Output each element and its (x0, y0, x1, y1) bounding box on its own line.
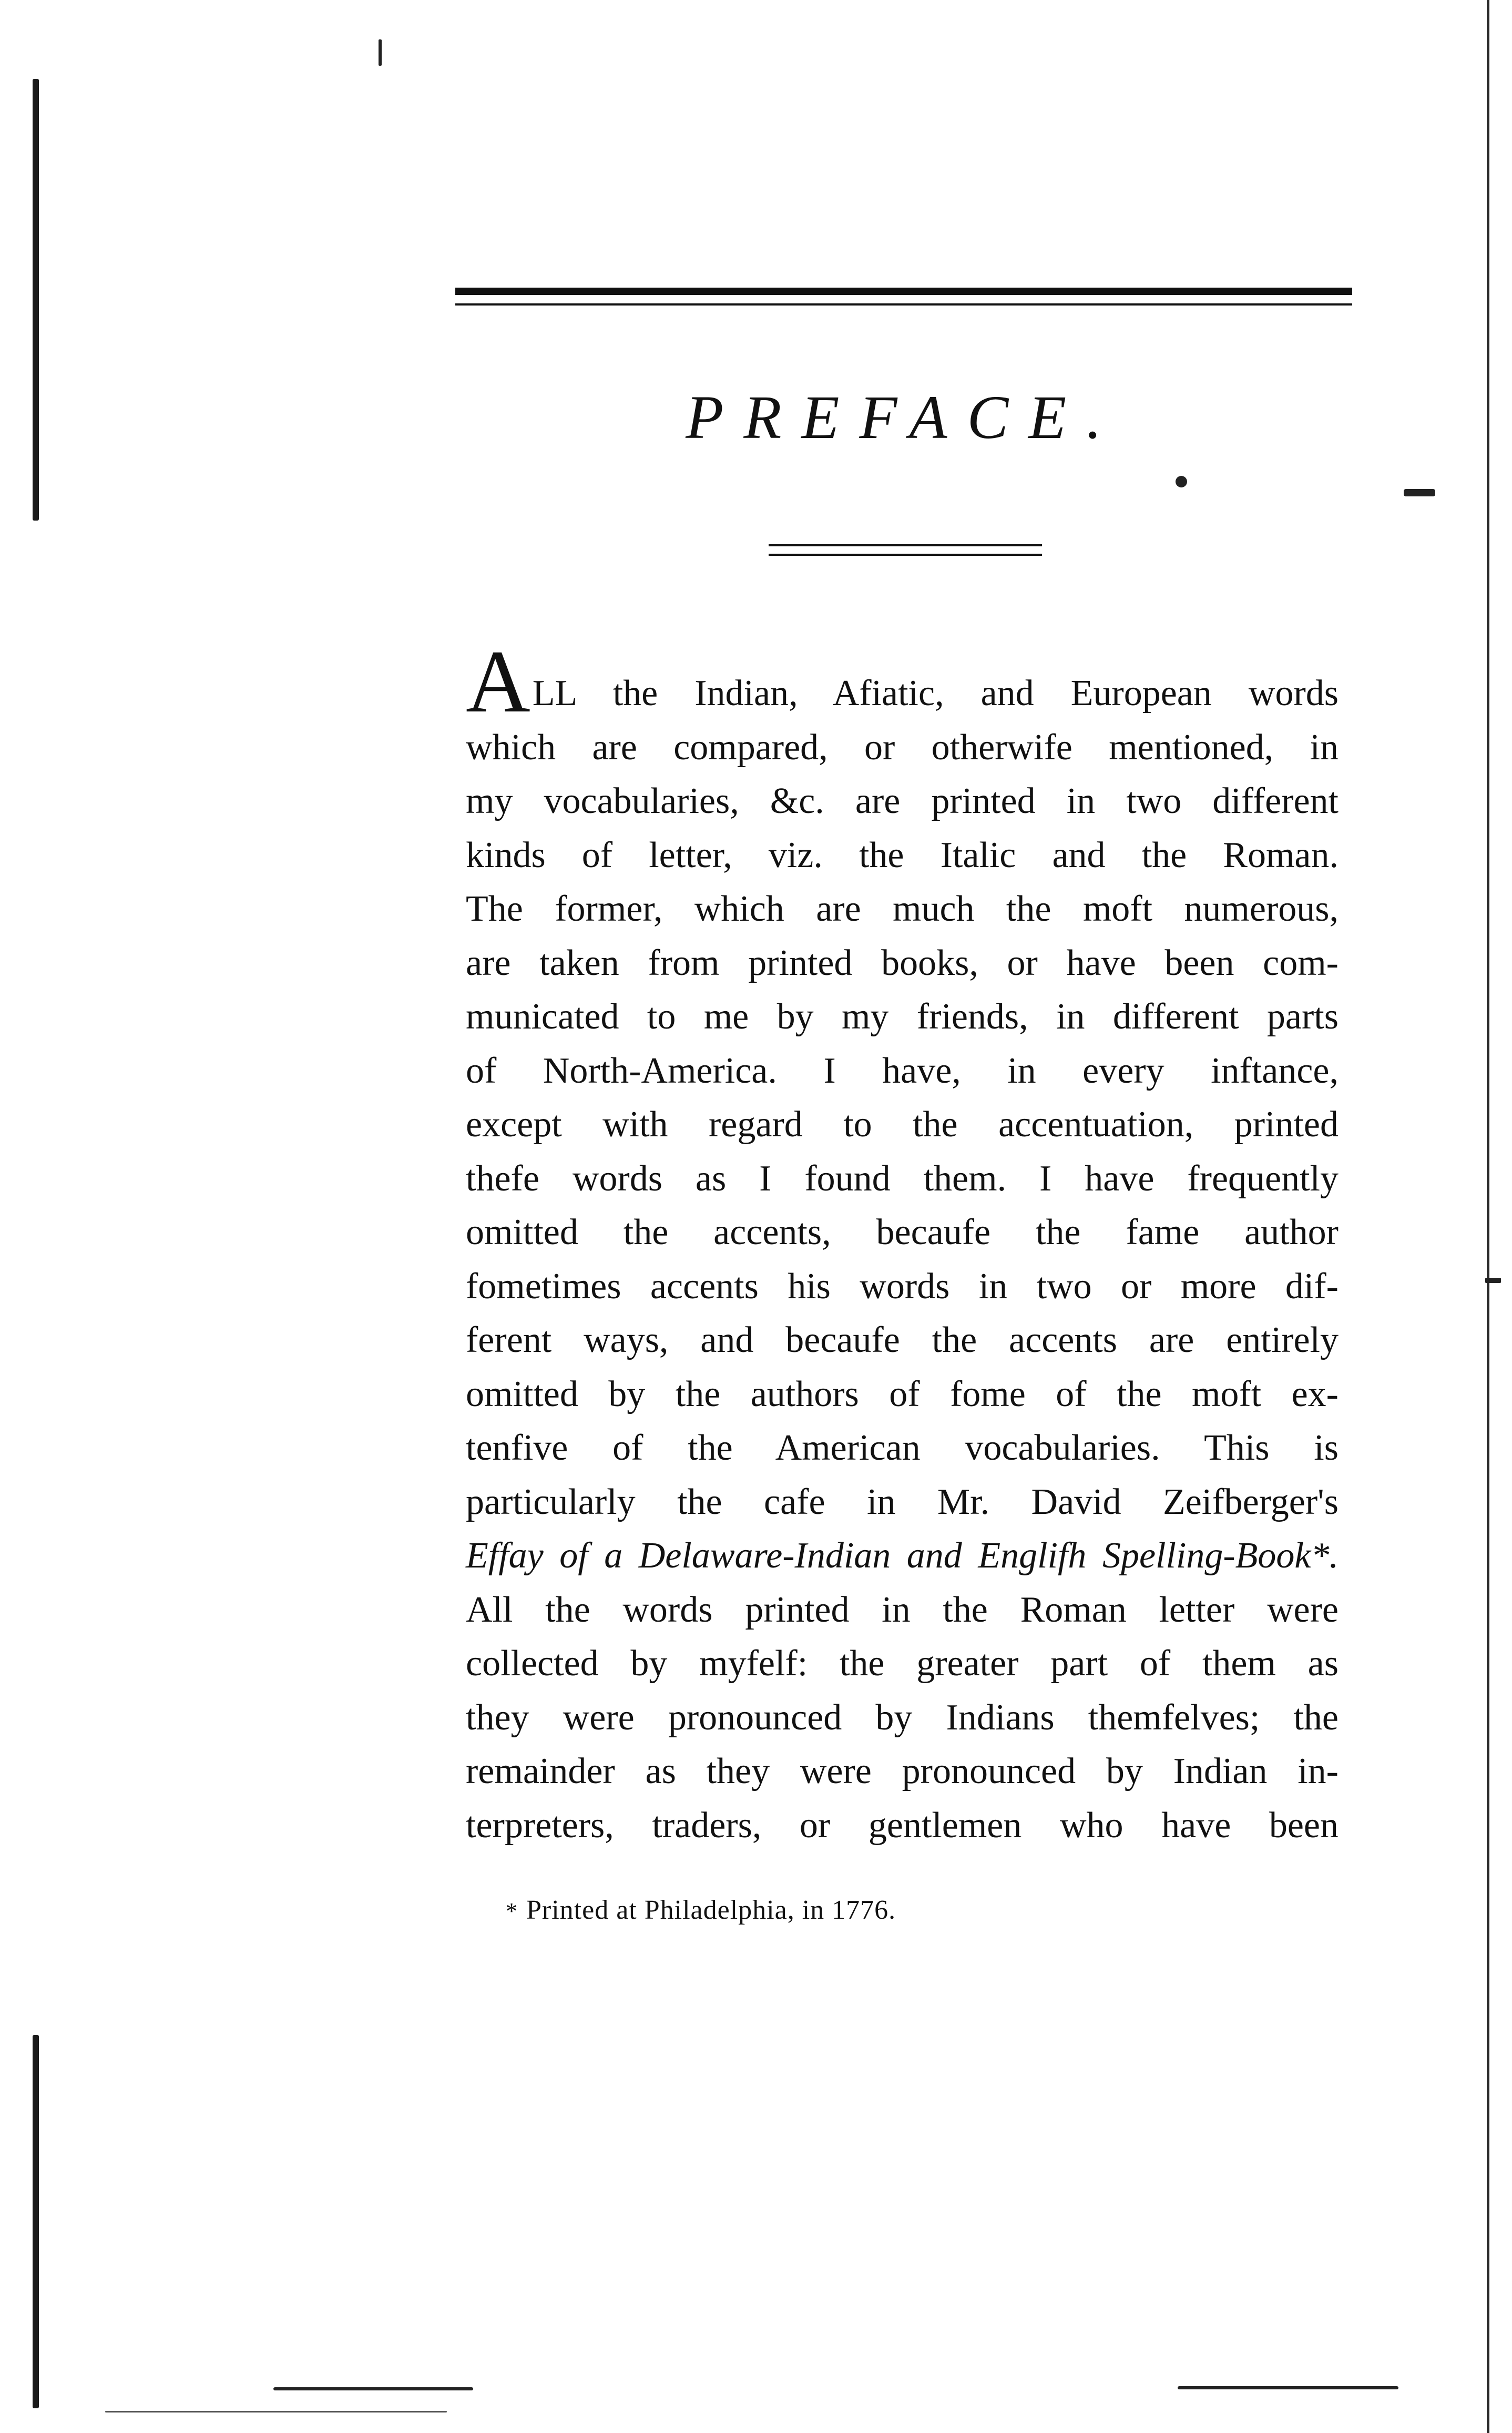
scan-speck (1485, 1278, 1501, 1283)
body-line: omitted the accents, becaufe the fame author (466, 1212, 1339, 1253)
heading-rule-upper (769, 544, 1042, 546)
body-line: are taken from printed books, or have been com- (466, 942, 1339, 983)
footnote-text: Printed at Philadelphia, in 1776. (526, 1895, 896, 1925)
body-line: particularly the cafe in Mr. David Zeifberger's (466, 1481, 1339, 1522)
left-binding-edge-bottom (33, 2035, 39, 2408)
body-line: which are compared, or otherwife mentioned, in (466, 727, 1339, 768)
body-line: ALL the Indian, Afiatic, and European words (466, 632, 1339, 731)
heading-rule-lower (769, 554, 1042, 556)
body-line: tenfive of the American vocabularies. This is (466, 1428, 1339, 1468)
body-line: The former, which are much the moft numerous, (466, 889, 1339, 929)
body-line: fometimes accents his words in two or more dif- (466, 1266, 1339, 1307)
italic-book-title: Effay of a Delaware-Indian and Englifh Spelling-Book*. (466, 1535, 1339, 1576)
top-rule-thin (455, 303, 1352, 306)
body-line: they were pronounced by Indians themfelves; the (466, 1697, 1339, 1738)
preface-body (466, 632, 1339, 1852)
body-line: remainder as they were pronounced by Indian in- (466, 1751, 1339, 1791)
footnote-mark: * (506, 1898, 518, 1924)
scan-speck (379, 39, 382, 66)
body-line: collected by myfelf: the greater part of them as (466, 1643, 1339, 1684)
body-line: omitted by the authors of fome of the moft ex- (466, 1373, 1339, 1414)
body-line: of North-America. I have, in every inftance, (466, 1050, 1339, 1091)
left-binding-edge-top (33, 79, 39, 521)
bottom-scan-line (273, 2387, 473, 2390)
body-line: municated to me by my friends, in different parts (466, 996, 1339, 1037)
body-line: terpreters, traders, or gentlemen who have been (466, 1805, 1339, 1846)
page-heading: PREFACE. (686, 383, 1122, 452)
body-line: thefe words as I found them. I have frequently (466, 1158, 1339, 1199)
body-line: except with regard to the accentuation, printed (466, 1104, 1339, 1145)
body-line: ferent ways, and becaufe the accents are entirely (466, 1320, 1339, 1360)
right-binding-edge (1487, 0, 1489, 2433)
bottom-scan-line (105, 2411, 447, 2412)
bottom-scan-line (1178, 2386, 1398, 2389)
drop-cap: A (466, 632, 530, 731)
body-line: my vocabularies, &c. are printed in two different (466, 781, 1339, 821)
body-line: kinds of letter, viz. the Italic and the Roman. (466, 834, 1339, 876)
scan-speck (1176, 476, 1187, 487)
top-rule-thick (455, 288, 1352, 295)
body-line: All the words printed in the Roman letter were (466, 1589, 1339, 1630)
scan-speck (1404, 489, 1435, 496)
footnote (506, 1894, 896, 1927)
